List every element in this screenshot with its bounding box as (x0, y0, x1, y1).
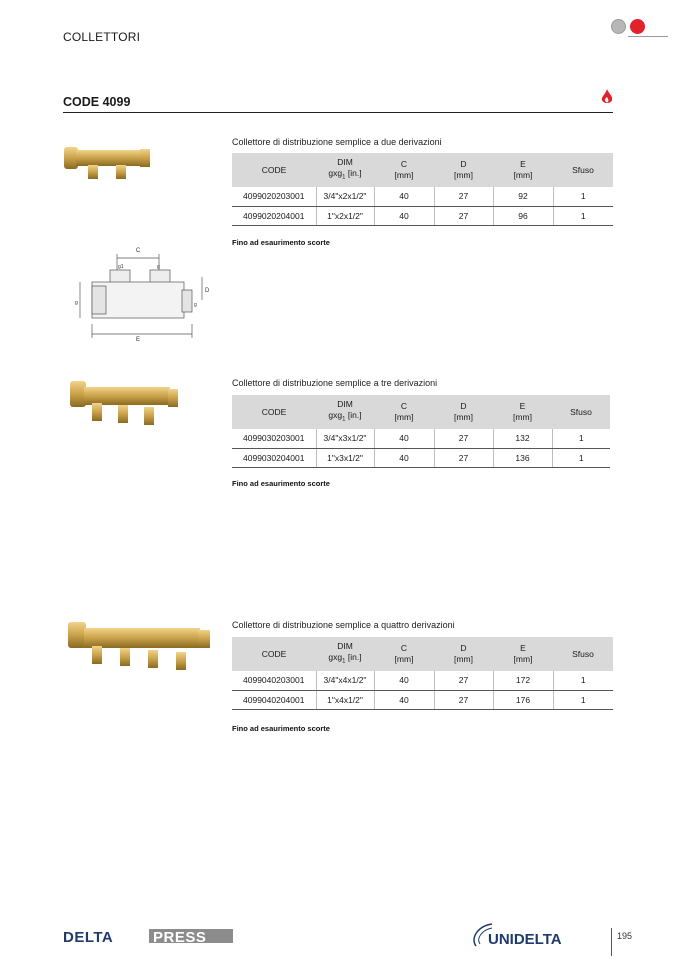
svg-text:PRESS: PRESS (153, 929, 207, 944)
stock-note: Fino ad esaurimento scorte (232, 479, 330, 488)
flame-drop-icon (600, 88, 614, 106)
col-e: E [mm] (493, 153, 553, 187)
col-sfuso: Sfuso (553, 637, 613, 671)
header-rule (628, 36, 668, 37)
col-code: CODE (232, 153, 316, 187)
svg-text:g1: g1 (118, 264, 124, 270)
svg-text:g: g (75, 300, 78, 306)
product-caption: Collettore di distribuzione semplice a tre derivazioni (232, 378, 438, 388)
col-e: E [mm] (493, 637, 553, 671)
spec-table (232, 637, 613, 710)
col-sfuso: Sfuso (553, 153, 613, 187)
deltapress-logo (63, 928, 233, 944)
technical-drawing (70, 244, 215, 342)
svg-text:g: g (157, 264, 160, 270)
col-d: D [mm] (434, 637, 493, 671)
col-e: E [mm] (493, 395, 552, 429)
col-c: C [mm] (374, 395, 434, 429)
col-sfuso: Sfuso (552, 395, 610, 429)
table-row: 4099030203001 3/4"x3x1/2" 40 27 132 1 (232, 429, 610, 448)
col-c: C [mm] (374, 637, 434, 671)
top-indicator-icons (611, 19, 655, 35)
unidelta-logo (470, 920, 606, 950)
svg-text:C: C (135, 248, 141, 254)
stock-note: Fino ad esaurimento scorte (232, 724, 330, 733)
product-caption: Collettore di distribuzione semplice a quattro derivazioni (232, 620, 455, 630)
page-number-rule (611, 928, 612, 956)
table-row: 4099020203001 3/4"x2x1/2" 40 27 92 1 (232, 187, 613, 206)
svg-text:D: D (205, 288, 210, 294)
manifold-three-outlets-image (66, 375, 182, 431)
manifold-four-outlets-image (64, 618, 214, 674)
col-code: CODE (232, 637, 316, 671)
col-d: D [mm] (434, 153, 493, 187)
table-row: 4099030204001 1"x3x1/2" 40 27 136 1 (232, 448, 610, 467)
section-title: COLLETTORI (63, 30, 141, 44)
svg-text:g: g (194, 302, 197, 308)
grey-circle-icon (611, 19, 626, 34)
col-c: C [mm] (374, 153, 434, 187)
page-number: 195 (617, 931, 633, 941)
col-d: D [mm] (434, 395, 493, 429)
stock-note: Fino ad esaurimento scorte (232, 238, 330, 247)
col-dim: DIM gxg$_1$ [in.] (316, 153, 374, 187)
table-row: 4099040203001 3/4"x4x1/2" 40 27 172 1 (232, 671, 613, 690)
spec-table (232, 395, 610, 468)
manifold-two-outlets-image (60, 137, 160, 187)
col-dim: DIM gxg$_1$ [in.] (316, 395, 374, 429)
spec-table (232, 153, 613, 226)
col-dim: DIM gxg$_1$ [in.] (316, 637, 374, 671)
table-row: 4099020204001 1"x2x1/2" 40 27 96 1 (232, 206, 613, 225)
svg-text:UNIDELTA: UNIDELTA (488, 931, 562, 948)
product-caption: Collettore di distribuzione semplice a due derivazioni (232, 137, 442, 147)
svg-text:DELTA: DELTA (63, 929, 114, 944)
svg-text:E: E (135, 337, 141, 342)
code-rule (63, 112, 613, 113)
code-heading: CODE 4099 (63, 95, 131, 109)
table-row: 4099040204001 1"x4x1/2" 40 27 176 1 (232, 690, 613, 709)
col-code: CODE (232, 395, 316, 429)
red-circle-icon (630, 19, 645, 34)
